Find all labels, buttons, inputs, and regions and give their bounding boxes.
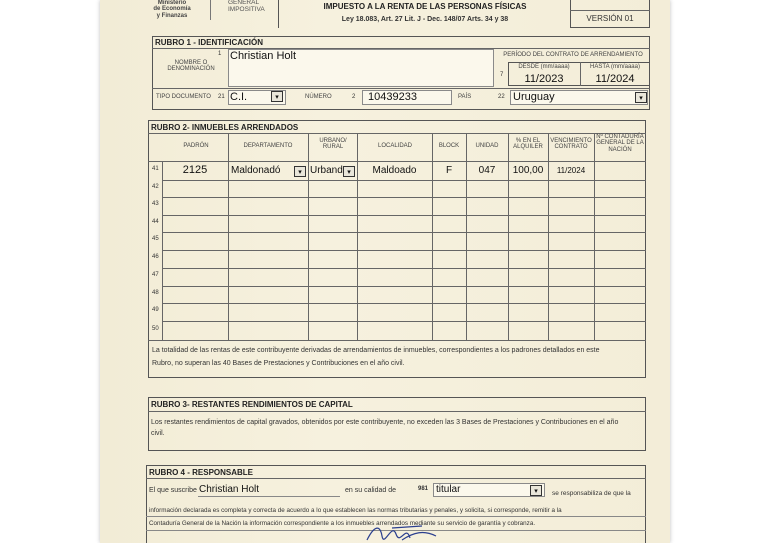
numero-number: 2 <box>352 94 356 100</box>
numero-label: NÚMERO <box>305 94 332 100</box>
row-number: 43 <box>152 201 159 207</box>
desde-label: DESDE (mm/aaaa) <box>518 64 570 70</box>
header-divider <box>210 0 211 20</box>
col-urbano-rural: URBANO/ RURAL <box>319 138 347 151</box>
rubro4-title: RUBRO 4 - RESPONSABLE <box>149 468 254 477</box>
row-number: 48 <box>152 290 159 296</box>
dgi-line: GENERAL <box>228 0 260 6</box>
rubro1-title: RUBRO 1 - IDENTIFICACIÓN <box>155 38 263 47</box>
que-suscribe-label: El que suscribe <box>149 487 197 494</box>
cell-localidad[interactable]: Maldoado <box>372 165 417 176</box>
pais-number: 22 <box>498 94 505 100</box>
periodo-field-number: 7 <box>500 72 504 78</box>
form-law: Ley 18.083, Art. 27 Lit. J - Dec. 148/07 Arts. 34 y 38 <box>341 16 509 23</box>
row-number: 49 <box>152 307 159 313</box>
rubro3-text: Los restantes rendimientos de capital gravados, obtenidos por este contribuyente, no exceden las 3 Bases de Prestaciones y Contribuciones en el año civil. <box>151 419 619 437</box>
col-localidad: LOCALIDAD <box>377 143 412 149</box>
tipo-doc-label: TIPO DOCUMENTO <box>156 94 211 100</box>
hasta-value[interactable]: 11/2024 <box>595 73 635 85</box>
rubro4-line3: Contaduría General de la Nación la información correspondiente a los inmuebles arrendados mediante su servicio de garantía y cobranza. <box>149 520 536 527</box>
version-divider <box>570 10 650 11</box>
calidad-value: titular <box>436 484 461 495</box>
cell-departamento[interactable]: Maldonadó <box>231 165 281 176</box>
col-vencimiento: VENCIMIENTO CONTRATO <box>550 138 592 151</box>
ministry-line: Ministerio <box>157 0 187 6</box>
responsable-name[interactable]: Christian Holt <box>199 484 260 495</box>
calidad-label: en su calidad de <box>345 487 396 494</box>
col-padron: PADRÓN <box>183 143 209 149</box>
calidad-dropdown-icon[interactable]: ▾ <box>530 485 542 496</box>
rubro2-title: RUBRO 2- INMUEBLES ARRENDADOS <box>151 123 299 132</box>
signature-scribble <box>362 518 442 543</box>
tipo-doc-value: C.I. <box>230 91 248 103</box>
row-number: 44 <box>152 219 159 225</box>
cell-unidad[interactable]: 047 <box>478 165 496 176</box>
pais-dropdown-icon[interactable]: ▾ <box>635 92 647 103</box>
departamento-dropdown-icon[interactable]: ▾ <box>294 166 306 177</box>
rubro3-title: RUBRO 3- RESTANTES RENDIMIENTOS DE CAPITAL <box>151 400 353 409</box>
cell-block[interactable]: F <box>445 165 453 176</box>
dgi-line: IMPOSITIVA <box>228 5 265 13</box>
calidad-number: 981 <box>418 486 429 492</box>
desde-value[interactable]: 11/2023 <box>524 73 564 85</box>
urbano-dropdown-icon[interactable]: ▾ <box>343 166 355 177</box>
pais-label: PAÍS <box>458 94 472 100</box>
col-unidad: UNIDAD <box>475 143 499 149</box>
cell-vencimiento[interactable]: 11/2024 <box>556 166 586 175</box>
numero-value: 10439233 <box>368 91 417 103</box>
ministry-line: de Economía <box>153 6 191 13</box>
pais-value: Uruguay <box>513 91 555 103</box>
col-porcentaje: % EN EL ALQUILER <box>513 138 543 151</box>
form-paper <box>100 0 670 543</box>
ministry-logo-text <box>152 0 192 19</box>
periodo-label: PERÍODO DEL CONTRATO DE ARRENDAMIENTO <box>503 52 643 58</box>
rubro2-footer-text: La totalidad de las rentas de este contribuyente derivadas de arrendamientos de inmuebles, correspondientes a los padrones detallados en este Rubro, no superan las 40 Bases de Prestaciones y Contribuciones en el año civil. <box>152 347 600 367</box>
col-contaduria: Nº CONTADURÍA GENERAL DE LA NACIÓN <box>596 134 644 153</box>
name-field-number: 1 <box>218 51 222 57</box>
col-block: BLOCK <box>438 143 460 149</box>
tipo-doc-number: 21 <box>218 94 225 100</box>
cell-padron[interactable]: 2125 <box>182 164 208 176</box>
header-divider <box>278 0 279 28</box>
dgi-logo-text <box>228 0 265 14</box>
form-version: VERSIÓN 01 <box>586 14 634 23</box>
row-number: 50 <box>152 326 159 332</box>
ministry-line: y Finanzas <box>156 12 188 19</box>
row-number: 41 <box>152 166 159 172</box>
hasta-label: HASTA (mm/aaaa) <box>590 64 640 70</box>
rubro4-line2: información declarada es completa y correcta de acuerdo a lo que establecen las normas tributarias y penales, y solicita, si corresponde, remitir a la <box>149 507 562 514</box>
name-label: NOMBRE O DENOMINACIÓN <box>167 60 215 73</box>
row-number: 42 <box>152 184 159 190</box>
row-number: 45 <box>152 236 159 242</box>
row-number: 47 <box>152 272 159 278</box>
tipo-doc-dropdown-icon[interactable]: ▾ <box>271 91 283 102</box>
cell-urbano-rural[interactable]: Urband <box>310 165 343 176</box>
form-title: IMPUESTO A LA RENTA DE LAS PERSONAS FÍSICAS <box>323 2 527 11</box>
cell-porcentaje[interactable]: 100,00 <box>512 165 544 176</box>
rubro4-line1-end: se responsabiliza de que la <box>552 490 631 497</box>
name-value: Christian Holt <box>230 50 297 62</box>
col-departamento: DEPARTAMENTO <box>243 143 293 149</box>
row-number: 46 <box>152 254 159 260</box>
